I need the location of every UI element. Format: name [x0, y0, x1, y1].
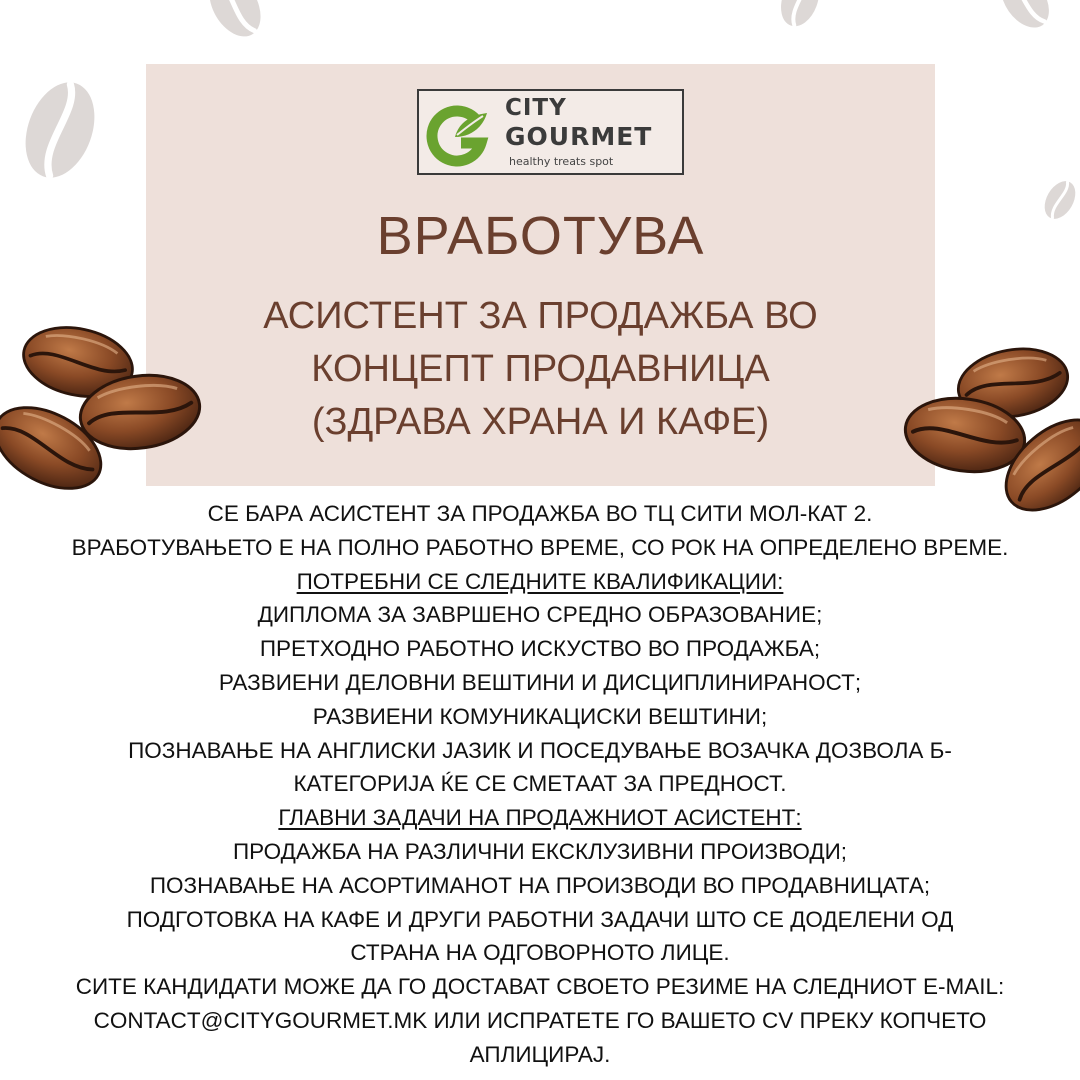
- coffee-beans-right-illustration: [895, 335, 1080, 515]
- coffee-bean-outline-icon: [195, 0, 275, 40]
- body-line: ПОЗНАВАЊЕ НА АСОРТИМАНОТ НА ПРОИЗВОДИ ВО ПРОДАВНИЦАТА;: [149, 872, 931, 898]
- body-line: СИТЕ КАНДИДАТИ МОЖЕ ДА ГО ДОСТАВАТ СВОЕТО РЕЗИМЕ НА СЛЕДНИОТ E-MAIL:: [75, 974, 1005, 1000]
- headline-subtitle: [146, 290, 935, 449]
- body-line: ПОДГОТОВКА НА КАФЕ И ДРУГИ РАБОТНИ ЗАДАЧИ ШТО СЕ ДОДЕЛЕНИ ОД: [126, 906, 954, 932]
- body-line: СТРАНА НА ОДГОВОРНОТО ЛИЦЕ.: [350, 940, 730, 966]
- coffee-bean-outline-icon: [20, 75, 100, 185]
- body-line: РАЗВИЕНИ ДЕЛОВНИ ВЕШТИНИ И ДИСЦИПЛИНИРАНОСТ;: [218, 669, 862, 695]
- contact-line: CONTACT@CITYGOURMET.MK ИЛИ ИСПРАТЕТЕ ГО ВАШЕТО CV ПРЕКУ КОПЧЕТО: [93, 1007, 987, 1033]
- logo-text-city: CITY: [505, 95, 567, 121]
- coffee-bean-outline-icon: [985, 0, 1065, 30]
- coffee-bean-outline-icon: [770, 0, 830, 30]
- qualifications-heading: ПОТРЕБНИ СЕ СЛЕДНИТЕ КВАЛИФИКАЦИИ:: [296, 568, 784, 594]
- logo-text-gourmet: GOURMET: [505, 122, 653, 151]
- headline-title: ВРАБОТУВА: [376, 206, 705, 266]
- logo-tagline: healthy treats spot: [509, 155, 614, 168]
- body-line: ДИПЛОМА ЗА ЗАВРШЕНО СРЕДНО ОБРАЗОВАНИЕ;: [257, 602, 823, 628]
- body-line: РАЗВИЕНИ КОМУНИКАЦИСКИ ВЕШТИНИ;: [312, 703, 768, 729]
- body-line: АПЛИЦИРАЈ.: [469, 1041, 611, 1067]
- job-description: [0, 497, 1080, 1072]
- coffee-beans-left-illustration: [0, 320, 210, 500]
- logo-g-leaf-icon: [425, 99, 495, 169]
- body-line: ВРАБОТУВАЊЕТО Е НА ПОЛНО РАБОТНО ВРЕМЕ, СО РОК НА ОПРЕДЕЛЕНО ВРЕМЕ.: [71, 534, 1009, 560]
- subtitle-line: КОНЦЕПТ ПРОДАВНИЦА: [311, 348, 770, 390]
- subtitle-line: АСИСТЕНТ ЗА ПРОДАЖБА ВО: [263, 295, 818, 337]
- body-line: ПОЗНАВАЊЕ НА АНГЛИСКИ ЈАЗИК И ПОСЕДУВАЊЕ ВОЗАЧКА ДОЗВОЛА Б-: [128, 737, 952, 763]
- city-gourmet-logo: [417, 89, 684, 175]
- tasks-heading: ГЛАВНИ ЗАДАЧИ НА ПРОДАЖНИОТ АСИСТЕНТ:: [278, 805, 802, 831]
- subtitle-line: (ЗДРАВА ХРАНА И КАФЕ): [311, 401, 770, 443]
- body-line: КАТЕГОРИЈА ЌЕ СЕ СМЕТААТ ЗА ПРЕДНОСТ.: [293, 771, 787, 797]
- body-line: ПРОДАЖБА НА РАЗЛИЧНИ ЕКСКЛУЗИВНИ ПРОИЗВОДИ;: [232, 838, 848, 864]
- body-line: ПРЕТХОДНО РАБОТНО ИСКУСТВО ВО ПРОДАЖБА;: [259, 636, 821, 662]
- coffee-bean-outline-icon: [1035, 175, 1080, 225]
- body-line: СЕ БАРА АСИСТЕНТ ЗА ПРОДАЖБА ВО ТЦ СИТИ МОЛ-КАТ 2.: [207, 501, 873, 526]
